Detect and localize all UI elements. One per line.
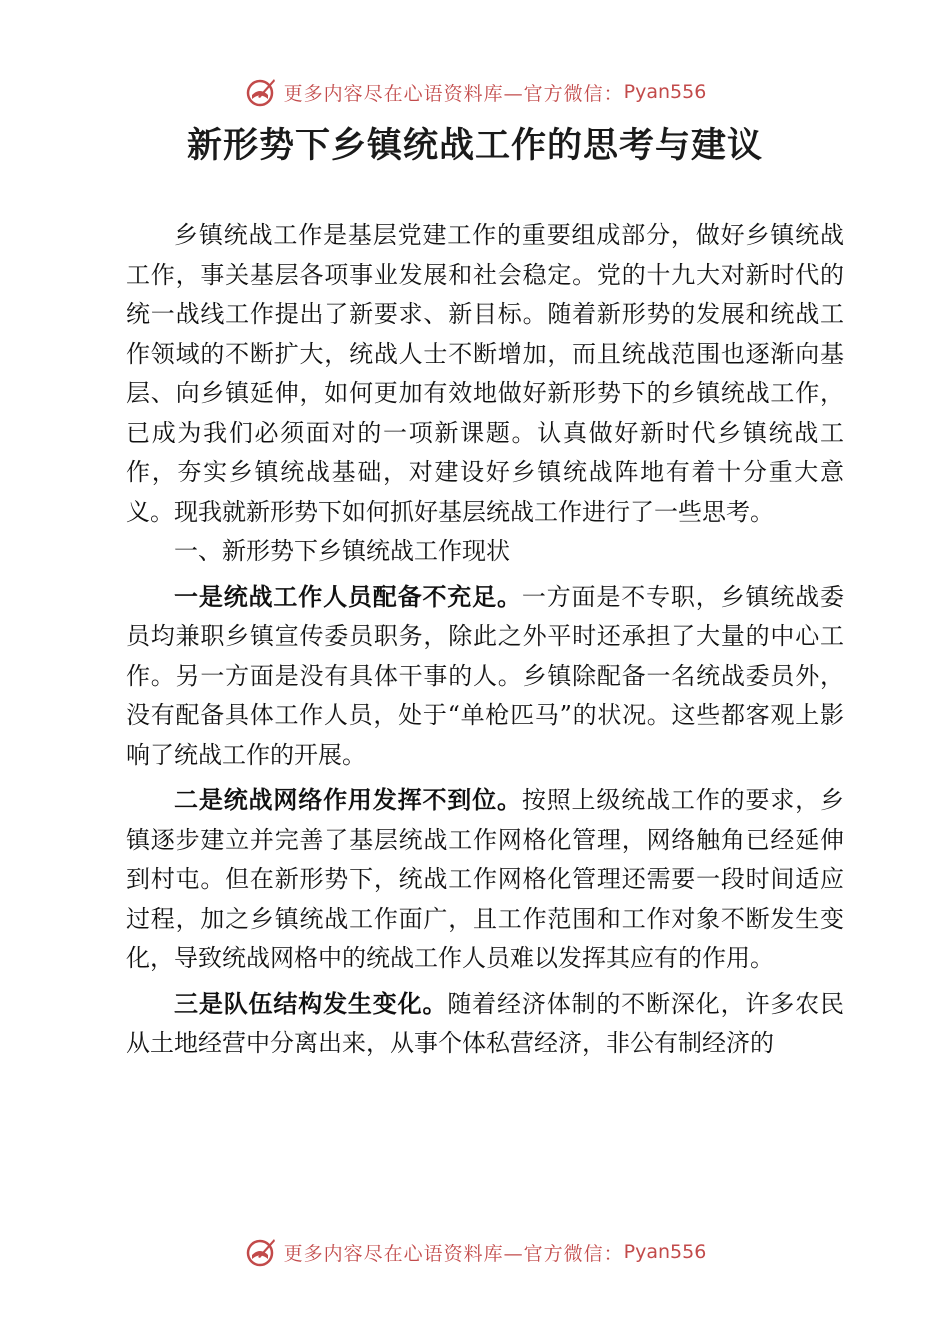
paragraph-1 [126,578,844,776]
banner-text: 更多内容尽在心语资料库—官方微信： [283,1242,624,1265]
intro-paragraph: 乡镇统战工作是基层党建工作的重要组成部分，做好乡镇统战工作，事关基层各项事业发展和社会稳定。党的十九大对新时代的统一战线工作提出了新要求、新目标。随着新形势的发展和统战工作领域的不断扩大，统战人士不断增加，而且统战范围也逐渐向基层、向乡镇延伸，如何更加有效地做好新形势下的乡镇统战工作，已成为我们必须面对的一项新课题。认真做好新时代乡镇统战工作，夯实乡镇统战基础，对建设好乡镇统战阵地有着十分重大意义。现我就新形势下如何抓好基层统战工作进行了一些思考。 [126,221,844,526]
paragraph-2-body: 按照上级统战工作的要求，乡镇逐步建立并完善了基层统战工作网格化管理，网络触角已经延伸到村屯。但在新形势下，统战工作网格化管理还需要一段时间适应过程，加之乡镇统战工作面广，且工作范围和工作对象不断发生变化，导致统战网格中的统战工作人员难以发挥其应有的作用。 [126,786,845,972]
header-watermark-banner [0,72,950,112]
paragraph-3 [126,985,844,1064]
banner-wechat-id: Pyan556 [623,81,707,103]
section-heading: 一、新形势下乡镇统战工作现状 [174,537,510,565]
banner-text: 更多内容尽在心语资料库—官方微信： [283,82,624,105]
paragraph-3-lead: 三是队伍结构发生变化。 [174,989,448,1018]
paragraph-2-lead: 二是统战网络作用发挥不到位。 [174,786,522,814]
paragraph-1-body: 一方面是不专职，乡镇统战委员均兼职乡镇宣传委员职务，除此之外平时还承担了大量的中心工作。另一方面是没有具体干事的人。乡镇除配备一名统战委员外，没有配备具体工作人员，处于“单枪匹马”的状况。这些都客观上影响了统战工作的开展。 [126,582,845,769]
book-quill-logo-icon [244,1235,278,1269]
footer-watermark-banner [0,1232,950,1272]
banner-wechat-id: Pyan556 [623,1241,707,1263]
document-body [126,216,844,1064]
document-title: 新形势下乡镇统战工作的思考与建议 [186,126,763,166]
paragraph-1-lead: 一是统战工作人员配备不充足。 [174,582,522,611]
paragraph-2 [126,781,844,979]
book-quill-logo-icon [244,75,278,109]
paragraph-3-body: 随着经济体制的不断深化，许多农民从土地经营中分离出来，从事个体私营经济，非公有制经济的 [126,989,845,1057]
